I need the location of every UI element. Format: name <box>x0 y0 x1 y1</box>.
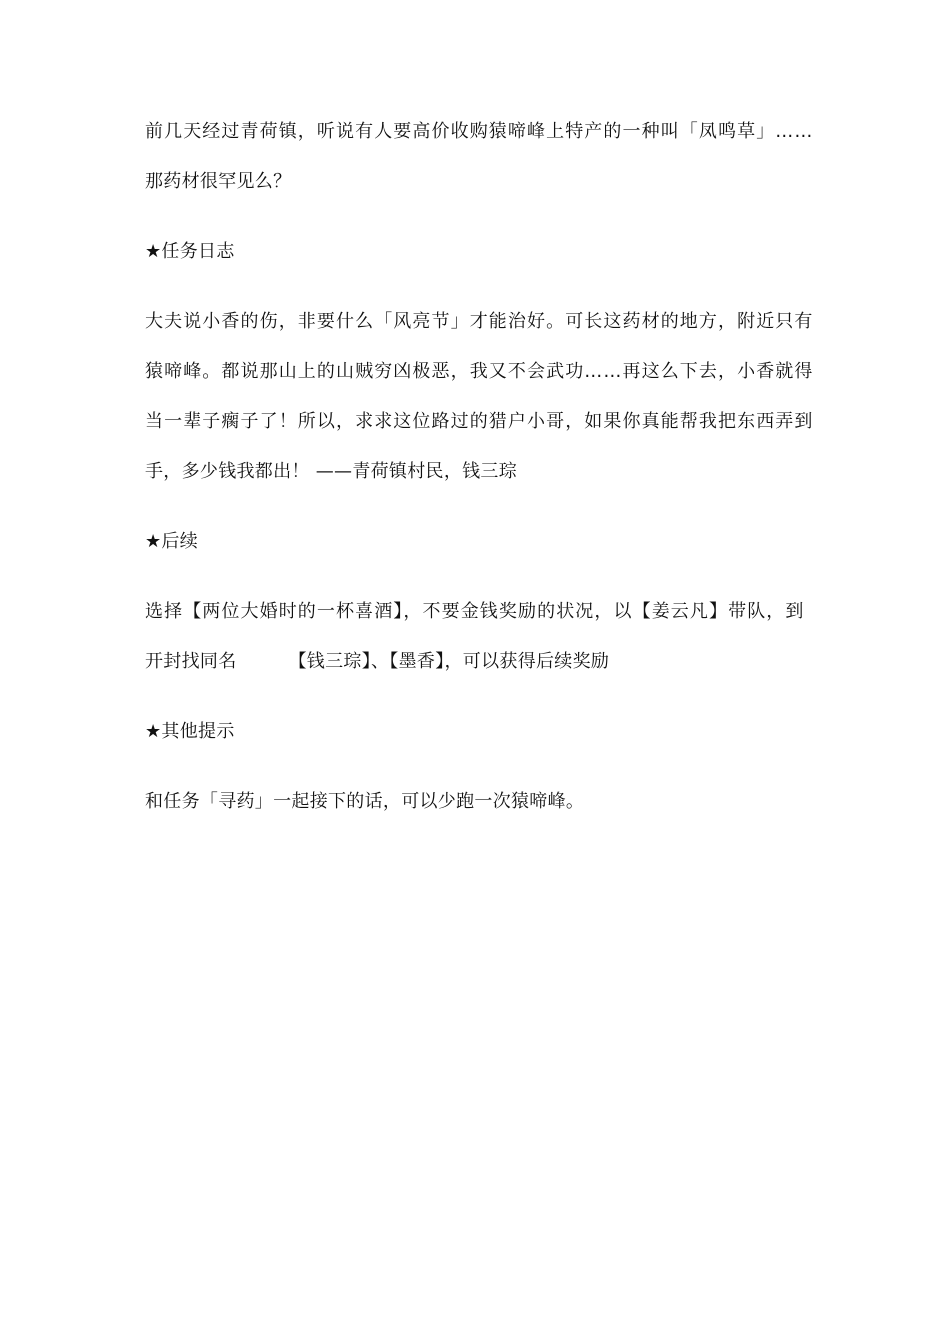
quest-log-line-4: 手，多少钱我都出！ ——青荷镇村民，钱三琮 <box>145 461 518 482</box>
other-tips-heading: ★其他提示 <box>145 721 235 742</box>
quest-log-heading: ★任务日志 <box>145 241 235 262</box>
other-tips-line-1: 和任务「寻药」一起接下的话，可以少跑一次猿啼峰。 <box>145 791 585 812</box>
intro-line-1: 前几天经过青荷镇，听说有人要高价收购猿啼峰上特产的一种叫「凤鸣草」…… <box>145 121 814 142</box>
document-body <box>145 120 813 814</box>
follow-up-heading: ★后续 <box>145 531 199 552</box>
follow-up-line-2-part-2: 【钱三琮】、【墨香】，可以获得后续奖励 <box>288 651 610 672</box>
quest-log-line-3: 当一辈子瘸子了！所以，求求这位路过的猎户小哥，如果你真能帮我把东西弄到 <box>145 411 814 432</box>
quest-log-line-1: 大夫说小香的伤，非要什么「风亮节」才能治好。可长这药材的地方，附近只有 <box>145 311 814 332</box>
follow-up-line-1: 选择【两位大婚时的一杯喜酒】，不要金钱奖励的状况，以【姜云凡】带队，到 <box>145 601 805 622</box>
follow-up-line-2 <box>145 650 813 674</box>
quest-log-line-2: 猿啼峰。都说那山上的山贼穷凶极恶，我又不会武功……再这么下去，小香就得 <box>145 361 814 382</box>
intro-line-2: 那药材很罕见么？ <box>145 171 292 192</box>
follow-up-line-2-part-1: 开封找同名 <box>145 651 237 672</box>
